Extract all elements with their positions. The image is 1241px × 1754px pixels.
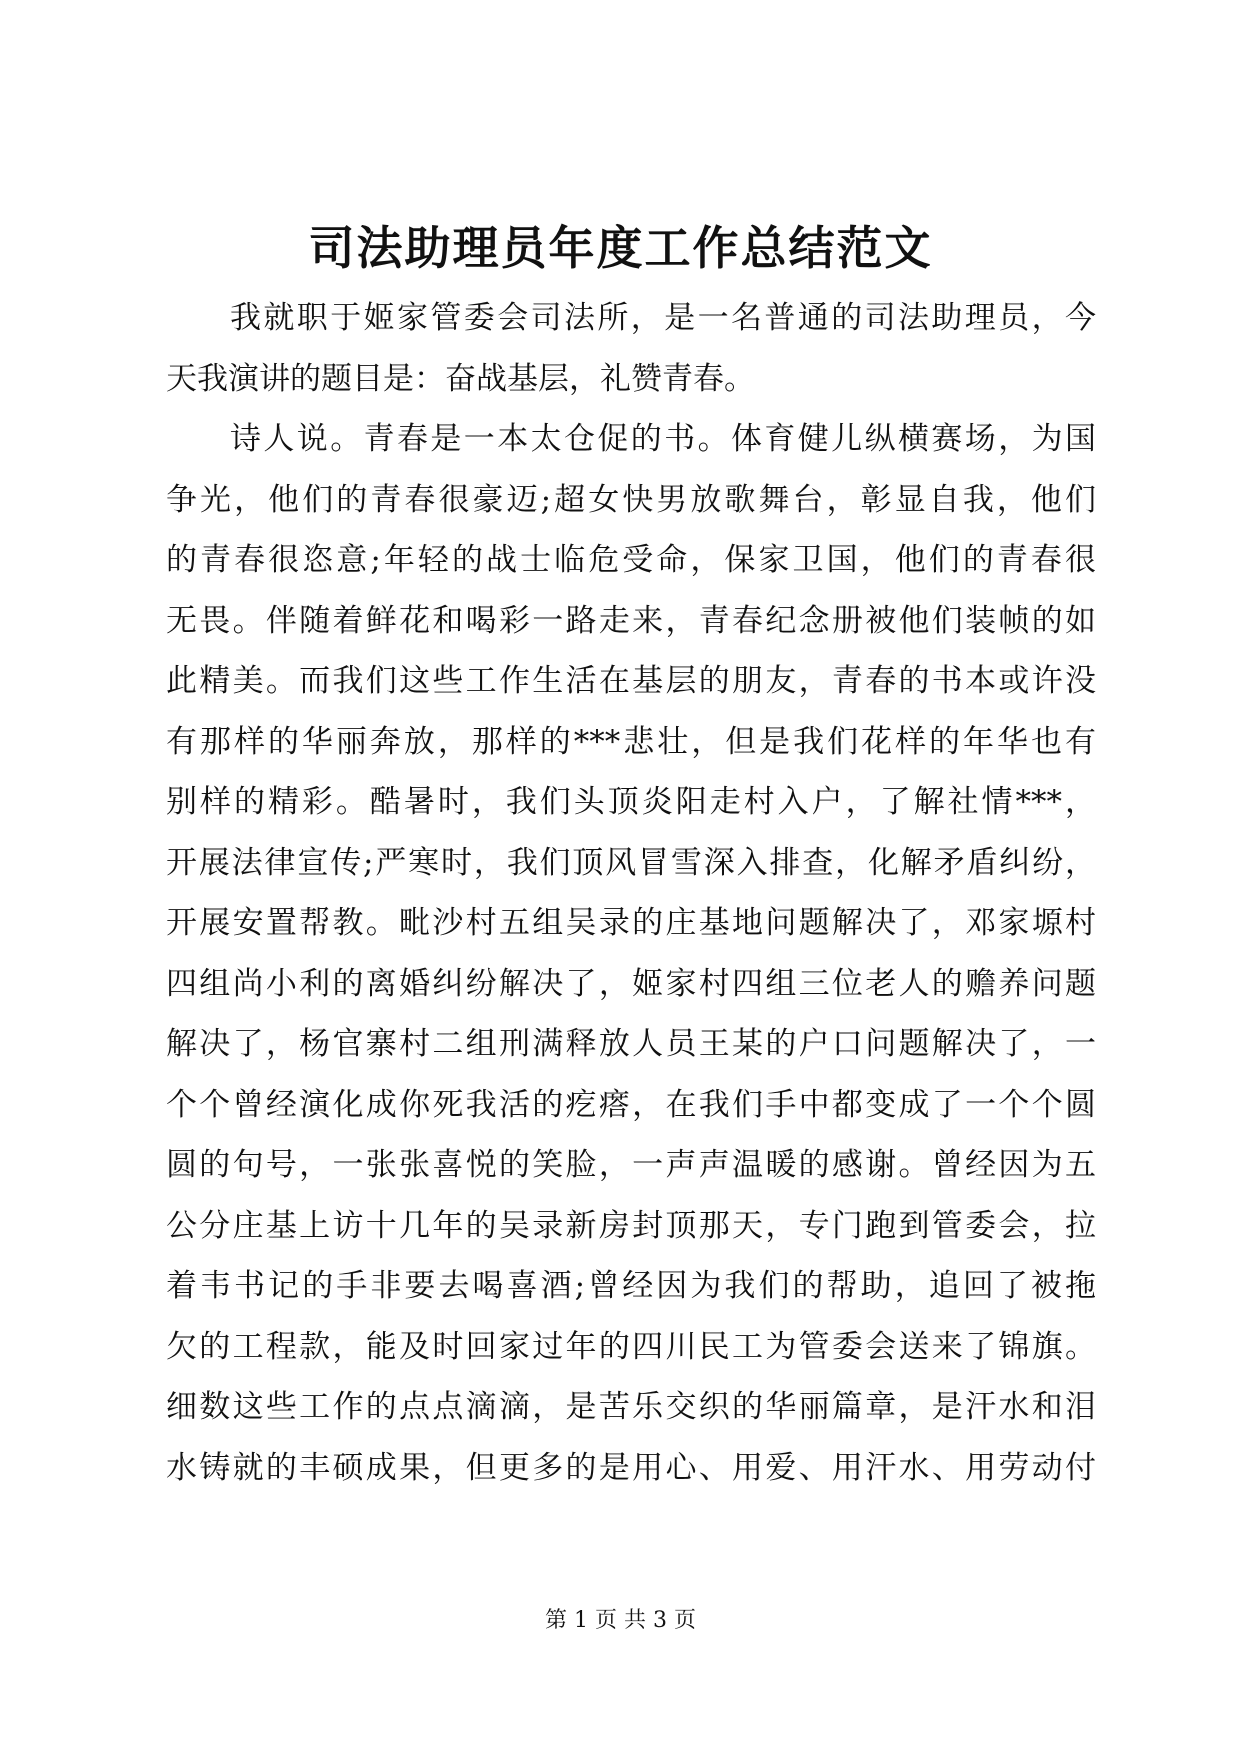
body-line: 解决了，杨官寨村二组刑满释放人员王某的户口问题解决了，一: [166, 1026, 1096, 1062]
body-line: 争光，他们的青春很豪迈;超女快男放歌舞台，彰显自我，他们: [166, 481, 1096, 518]
body-line: 欠的工程款，能及时回家过年的四川民工为管委会送来了锦旗。: [166, 1328, 1096, 1365]
body-line: 个个曾经演化成你死我活的疙瘩，在我们手中都变成了一个个圆: [166, 1086, 1096, 1123]
body-line: 我就职于姬家管委会司法所，是一名普通的司法助理员，今: [230, 300, 1096, 336]
page-number: 第 1 页 共 3 页: [545, 1608, 696, 1633]
body-line: 圆的句号，一张张喜悦的笑脸，一声声温暖的感谢。曾经因为五: [166, 1147, 1096, 1183]
body-line: 诗人说。青春是一本太仓促的书。体育健儿纵横赛场，为国: [230, 421, 1096, 457]
body-line: 水铸就的丰硕成果，但更多的是用心、用爱、用汗水、用劳动付: [166, 1449, 1096, 1486]
body-line: 无畏。伴随着鲜花和喝彩一路走来，青春纪念册被他们装帧的如: [166, 602, 1096, 639]
body-line: 公分庄基上访十几年的吴录新房封顶那天，专门跑到管委会，拉: [166, 1207, 1096, 1244]
body-line: 的青春很恣意;年轻的战士临危受命，保家卫国，他们的青春很: [166, 542, 1096, 578]
body-line: 开展法律宣传;严寒时，我们顶风冒雪深入排查，化解矛盾纠纷，: [166, 844, 1096, 881]
document-title: 司法助理员年度工作总结范文: [308, 221, 933, 275]
body-line: 别样的精彩。酷暑时，我们头顶炎阳走村入户，了解社情***，: [166, 784, 1096, 820]
body-line: 细数这些工作的点点滴滴，是苦乐交织的华丽篇章，是汗水和泪: [166, 1389, 1096, 1425]
document-body: [166, 288, 1096, 1498]
body-line: 有那样的华丽奔放，那样的***悲壮，但是我们花样的年华也有: [166, 723, 1096, 760]
body-line: 着韦书记的手非要去喝喜酒;曾经因为我们的帮助，追回了被拖: [166, 1268, 1096, 1304]
body-line: 四组尚小利的离婚纠纷解决了，姬家村四组三位老人的赡养问题: [166, 965, 1096, 1002]
body-line: 天我演讲的题目是：奋战基层，礼赞青春。: [166, 360, 755, 397]
body-line: 开展安置帮教。毗沙村五组吴录的庄基地问题解决了，邓家塬村: [166, 905, 1096, 941]
body-line: 此精美。而我们这些工作生活在基层的朋友，青春的书本或许没: [166, 663, 1096, 699]
